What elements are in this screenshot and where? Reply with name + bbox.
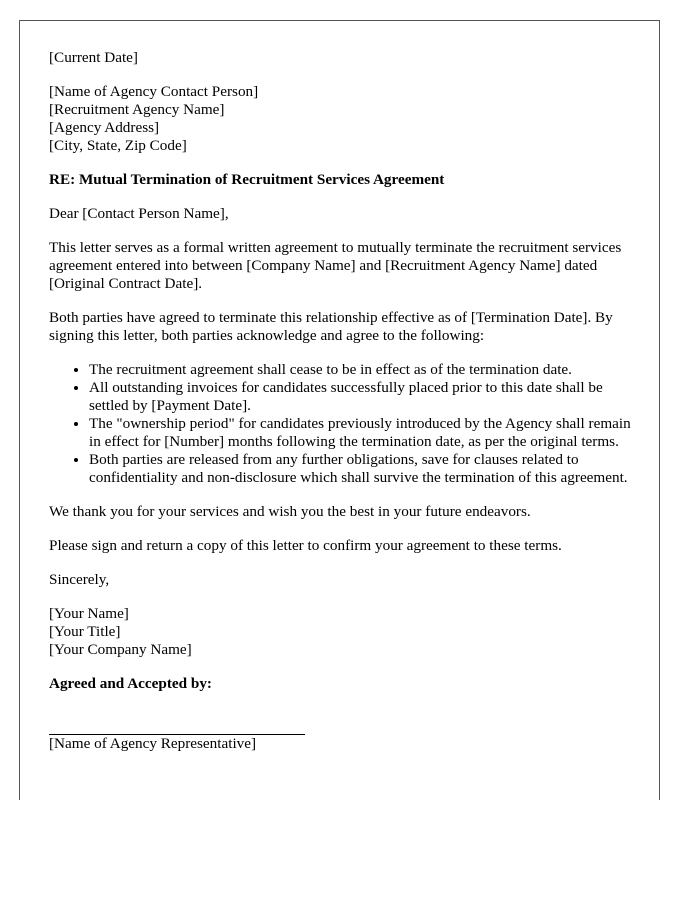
letter-page: [19, 20, 660, 800]
accepted-label: Agreed and Accepted by:: [49, 675, 212, 692]
letter-date: [Current Date]: [49, 49, 138, 66]
letter-paragraph-sign-request: Please sign and return a copy of this letter to confirm your agreement to these terms.: [49, 537, 562, 554]
recipient-city: [City, State, Zip Code]: [49, 137, 187, 154]
terms-list-item: • All outstanding invoices for candidates successfully placed prior to this date shall be settled by [Payment Date].: [89, 379, 639, 415]
letter-subject: RE: Mutual Termination of Recruitment Services Agreement: [49, 171, 445, 188]
agency-representative-name: [Name of Agency Representative]: [49, 735, 257, 752]
terms-list: [49, 361, 639, 487]
recipient-contact: [Name of Agency Contact Person]: [49, 83, 259, 100]
letter-closing: Sincerely,: [49, 571, 110, 588]
sender-company: [Your Company Name]: [49, 641, 192, 658]
sender-name: [Your Name]: [49, 605, 129, 622]
terms-list-item: • The "ownership period" for candidates previously introduced by the Agency shall remain in effect for [Number] months following the termination date, as per the original terms.: [89, 415, 639, 451]
sender-title: [Your Title]: [49, 623, 121, 640]
recipient-street: [Agency Address]: [49, 119, 160, 136]
terms-list-item: • Both parties are released from any further obligations, save for clauses related to confidentiality and non-disclosure which shall survive the termination of this agreement.: [89, 451, 639, 487]
recipient-address: [49, 83, 639, 155]
letter-salutation: Dear [Contact Person Name],: [49, 205, 229, 222]
sender-block: [49, 605, 639, 659]
signature-line: [49, 717, 305, 735]
terms-list-item: • The recruitment agreement shall cease to be in effect as of the termination date.: [89, 361, 639, 379]
letter-paragraph-effective: Both parties have agreed to terminate this relationship effective as of [Termination Date]. By signing this letter, both parties acknowledge and agree to the following:: [49, 309, 613, 344]
letter-paragraph-thanks: We thank you for your services and wish you the best in your future endeavors.: [49, 503, 531, 520]
recipient-agency: [Recruitment Agency Name]: [49, 101, 225, 118]
letter-content: [49, 49, 639, 753]
letter-paragraph-intro: This letter serves as a formal written agreement to mutually terminate the recruitment services agreement entered into between [Company Name] and [Recruitment Agency Name] dated [Original Contract Date].: [49, 239, 622, 292]
